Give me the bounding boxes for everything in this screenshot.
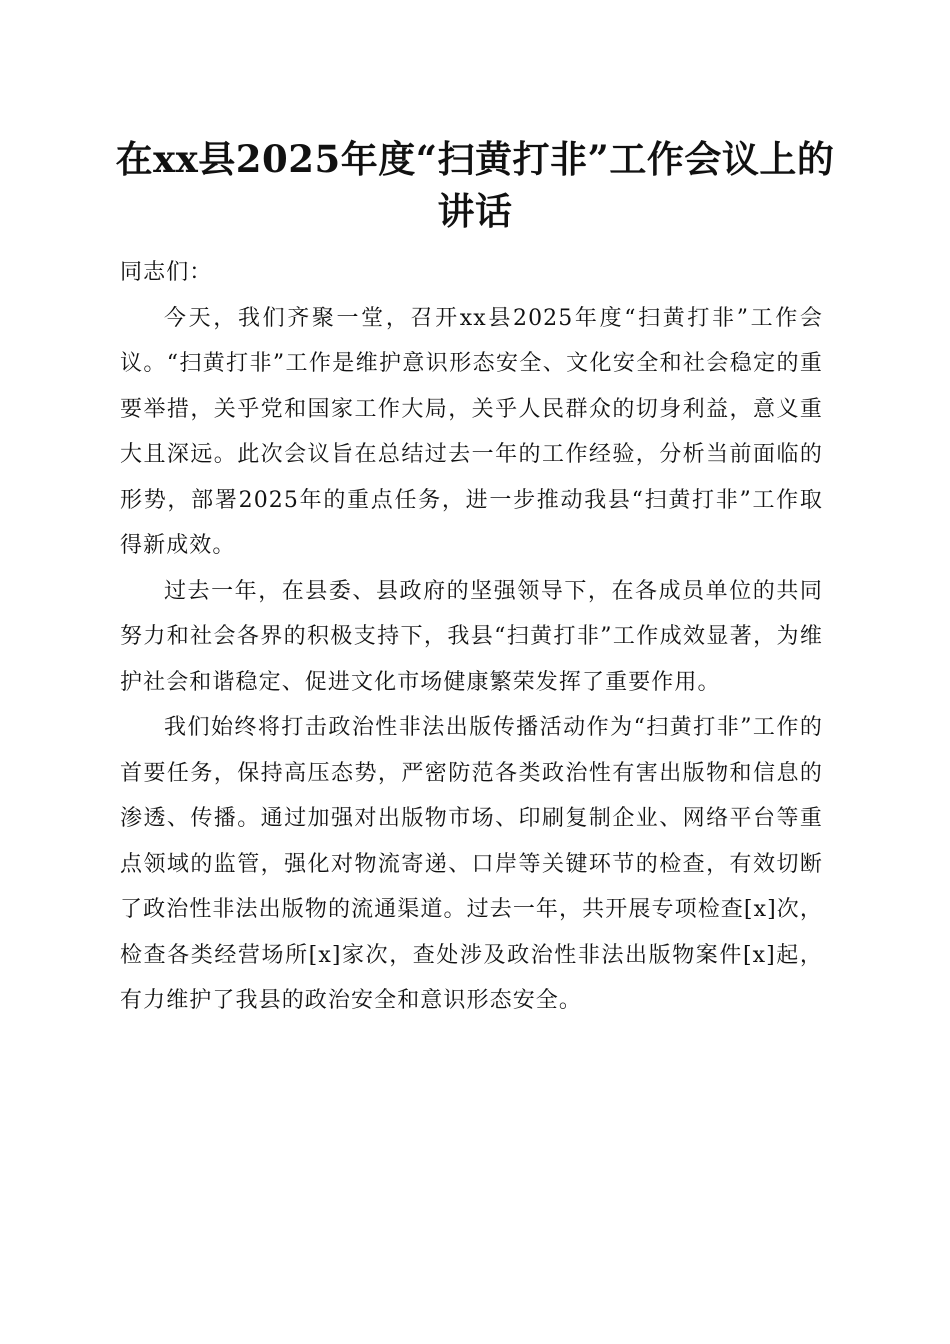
document-body: [120, 250, 823, 1024]
document-title: [100, 133, 850, 237]
salutation: 同志们：: [120, 260, 213, 285]
title-line-1: 在xx县2025年度“扫黄打非”工作会议上的: [115, 137, 835, 181]
paragraph-3: 我们始终将打击政治性非法出版传播活动作为“扫黄打非”工作的首要任务，保持高压态势，严密防范各类政治性有害出版物和信息的渗透、传播。通过加强对出版物市场、印刷复制企业、网络平台等重点领域的监管，强化对物流寄递、口岸等关键环节的检查，有效切断了政治性非法出版物的流通渠道。过去一年，共开展专项检查[x]次，检查各类经营场所[x]家次，查处涉及政治性非法出版物案件[x]起，有力维护了我县的政治安全和意识形态安全。: [120, 715, 823, 1013]
paragraph-1: 今天，我们齐聚一堂，召开xx县2025年度“扫黄打非”工作会议。“扫黄打非”工作是维护意识形态安全、文化安全和社会稳定的重要举措，关乎党和国家工作大局，关乎人民群众的切身利益，意义重大且深远。此次会议旨在总结过去一年的工作经验，分析当前面临的形势，部署2025年的重点任务，进一步推动我县“扫黄打非”工作取得新成效。: [120, 305, 823, 558]
title-line-2: 讲话: [437, 189, 513, 233]
paragraph-2: 过去一年，在县委、县政府的坚强领导下，在各成员单位的共同努力和社会各界的积极支持下，我县“扫黄打非”工作成效显著，为维护社会和谐稳定、促进文化市场健康繁荣发挥了重要作用。: [120, 578, 823, 695]
